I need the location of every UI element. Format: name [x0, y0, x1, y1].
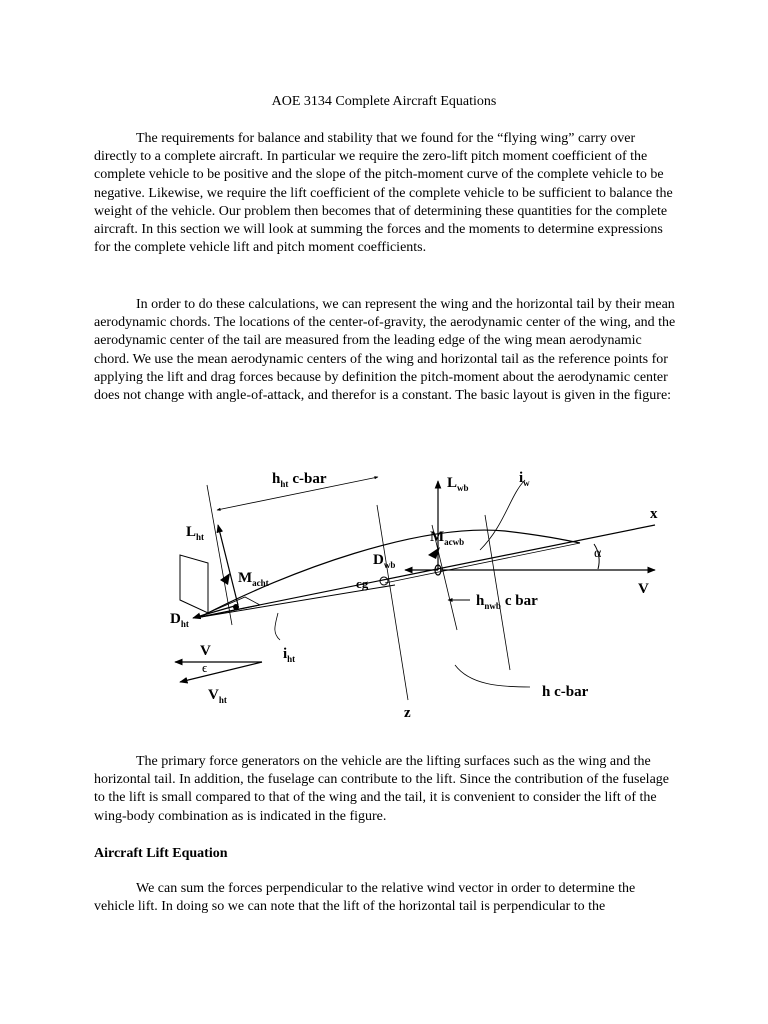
i-w-label: $i_w$ [519, 470, 530, 488]
m-acwb-label: $M_{acwb}$ [430, 529, 465, 547]
paragraph-mean-aerodynamic-chords: In order to do these calculations, we can represent the wing and the horizontal tail by their mean aerodynamic chords. The locations of the center-of-gravity, the aerodynamic center of the wing, and the aerodynamic center of the tail are measured from the leading edge of the wing mean aerodynamic chord. We use the mean aerodynamic centers of the wing and horizontal tail as the reference points for applying the lift and drag forces because by definition the pitch-moment about the aerodynamic center does not change with angle-of-attack, and therefor is a constant. The basic layout is given in the figure: [94, 297, 676, 404]
v-freestream-label: V [638, 581, 649, 597]
tail-local-velocity-arrow [180, 662, 262, 682]
h-ht-label: $h_{ht}$ c-bar [272, 471, 327, 489]
v-ht-label: $V_{ht}$ [208, 687, 227, 705]
tail-drag-arrow [193, 605, 238, 618]
aircraft-layout-figure [0, 455, 768, 735]
paragraph-sum-forces: We can sum the forces perpendicular to the relative wind vector in order to determine the vehicle lift. In doing so we can note that the lift of the horizontal tail is perpendicular to the [94, 881, 636, 915]
x-axis-label: x [650, 506, 658, 522]
l-wb-label: $L_{wb}$ [447, 475, 469, 493]
alpha-label: α [594, 546, 602, 561]
tail-reference-line [207, 485, 232, 625]
z-axis-label: z [404, 705, 411, 721]
l-ht-label: $L_{ht}$ [186, 524, 205, 542]
epsilon-label: ϵ [202, 660, 208, 675]
body-x-axis [195, 525, 655, 618]
paragraph-force-generators: The primary force generators on the vehicle are the lifting surfaces such as the wing and the horizontal tail. In addition, the fuselage can contribute to the lift. Since the contribution of the fuselage to the lift is small compared to that of the wing and the tail, it is convenient to consider the lift of the wing-body combination as is indicated in the figure. [94, 754, 669, 824]
iht-leader [275, 613, 280, 640]
m-acht-label: $M_{acht}$ [238, 570, 269, 588]
paragraph-balance-stability: The requirements for balance and stability that we found for the “flying wing” carry over directly to a complete aircraft. In particular we require the zero-lift pitch moment coefficient of the complete vehicle to be positive and the slope of the pitch-moment curve of the complete vehicle to be negative. Likewise, we require the lift coefficient of the complete vehicle to be sufficient to balance the weight of the vehicle. Our problem then becomes that of determining these quantities for the complete aircraft. In this section we will look at summing the forces and the moments to determine expressions for the complete vehicle lift and pitch moment coefficients. [94, 131, 673, 256]
iw-leader [480, 480, 525, 550]
v-tail-label: V [200, 643, 211, 659]
cg-label: cg [356, 576, 369, 591]
tail-ac-marker [233, 604, 239, 610]
vertical-tail [180, 555, 208, 613]
d-ht-label: $D_{ht}$ [170, 611, 189, 629]
h-cbar-leader [455, 665, 530, 687]
tail-moment-arrowhead [220, 573, 230, 585]
i-ht-label: $i_{ht}$ [283, 646, 296, 664]
page-title: AOE 3134 Complete Aircraft Equations [271, 94, 497, 109]
h-nwb-label: $h_{nwb}$ c bar [476, 593, 538, 611]
wing-chord-line [385, 543, 580, 583]
d-wb-label: $D_{wb}$ [373, 552, 396, 570]
z-axis-line [377, 505, 408, 700]
cg-marker [380, 577, 388, 585]
h-cbar-label: h c-bar [542, 684, 589, 700]
section-heading-lift-equation: Aircraft Lift Equation [94, 846, 228, 861]
